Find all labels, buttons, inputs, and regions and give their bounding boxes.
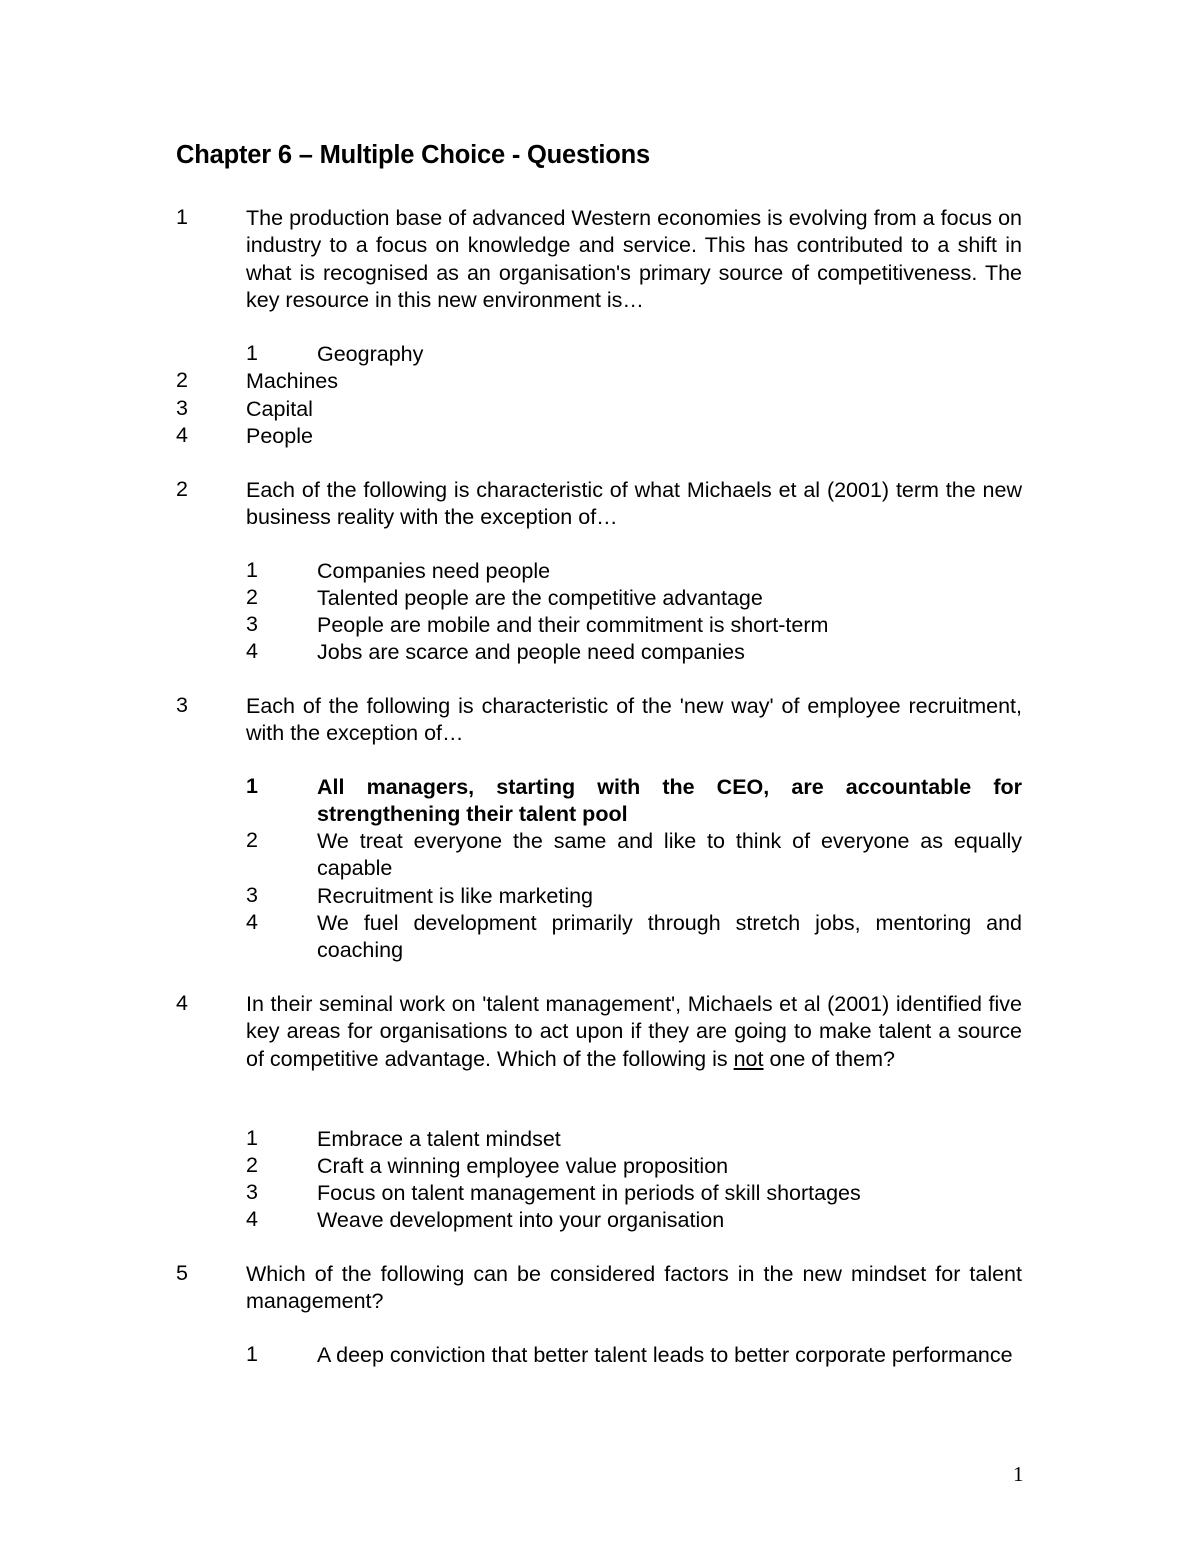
option-number: 1	[246, 774, 258, 798]
option-number: 1	[246, 1342, 258, 1366]
option-text: Recruitment is like marketing	[317, 884, 594, 908]
question-number: 4	[176, 991, 188, 1015]
option-number: 3	[246, 612, 258, 636]
option-number: 2	[246, 585, 258, 609]
option-number: 1	[246, 341, 258, 365]
option-text: Embrace a talent mindset	[317, 1127, 561, 1151]
option-text: Jobs are scarce and people need companies	[317, 640, 745, 664]
question-number: 3	[176, 693, 188, 717]
option-number: 4	[176, 423, 188, 447]
option-number: 4	[246, 639, 258, 663]
option-text: Weave development into your organisation	[317, 1208, 725, 1232]
question-text: Each of the following is characteristic of what Michaels et al (2001) term the new business reality with the exception of…	[246, 478, 1022, 530]
question-text: The production base of advanced Western economies is evolving from a focus on industry to a focus on knowledge and service. This has contributed to a shift in what is recognised as an organisation's primary source of competitiveness. The key resource in this new environment is…	[246, 206, 1022, 312]
question-text-part: In their seminal work on 'talent management', Michaels et al (2001) identified five key areas for organisations to act upon if they are going to make talent a source of competitive advantage. Which of the following is	[246, 992, 1022, 1071]
question-number: 1	[176, 205, 188, 229]
option-number: 2	[246, 828, 258, 852]
option-text: We treat everyone the same and like to think of everyone as equally capable	[317, 829, 1022, 881]
question-number: 5	[176, 1261, 188, 1285]
question-text	[246, 991, 1022, 1073]
option-text: People are mobile and their commitment is short-term	[317, 613, 829, 637]
option-text: People	[246, 424, 313, 448]
option-text: Talented people are the competitive advantage	[317, 586, 763, 610]
question-text-part: one of them?	[763, 1046, 895, 1071]
option-text: Craft a winning employee value proposition	[317, 1154, 729, 1178]
option-number: 1	[246, 558, 258, 582]
question-number: 2	[176, 477, 188, 501]
option-text: Companies need people	[317, 559, 551, 583]
option-number: 3	[176, 396, 188, 420]
option-text: Machines	[246, 369, 339, 393]
option-number: 2	[246, 1153, 258, 1177]
question-text: Which of the following can be considered factors in the new mindset for talent management?	[246, 1262, 1022, 1314]
option-text: Geography	[317, 342, 424, 366]
option-number: 1	[246, 1126, 258, 1150]
question-text: Each of the following is characteristic of the 'new way' of employee recruitment, with the exception of…	[246, 694, 1022, 746]
option-number: 4	[246, 910, 258, 934]
option-text: We fuel development primarily through stretch jobs, mentoring and coaching	[317, 911, 1022, 963]
option-number: 3	[246, 883, 258, 907]
page-title: Chapter 6 – Multiple Choice - Questions	[176, 141, 650, 169]
option-text-highlighted: All managers, starting with the CEO, are accountable for strengthening their talent pool	[317, 775, 1022, 827]
emphasis-not: not	[733, 1046, 764, 1071]
option-number: 2	[176, 368, 188, 392]
option-number: 3	[246, 1180, 258, 1204]
option-text: A deep conviction that better talent leads to better corporate performance	[317, 1343, 1013, 1367]
option-text: Focus on talent management in periods of skill shortages	[317, 1181, 861, 1205]
option-text: Capital	[246, 397, 313, 421]
option-number: 4	[246, 1207, 258, 1231]
page-number: 1	[1013, 1462, 1024, 1486]
